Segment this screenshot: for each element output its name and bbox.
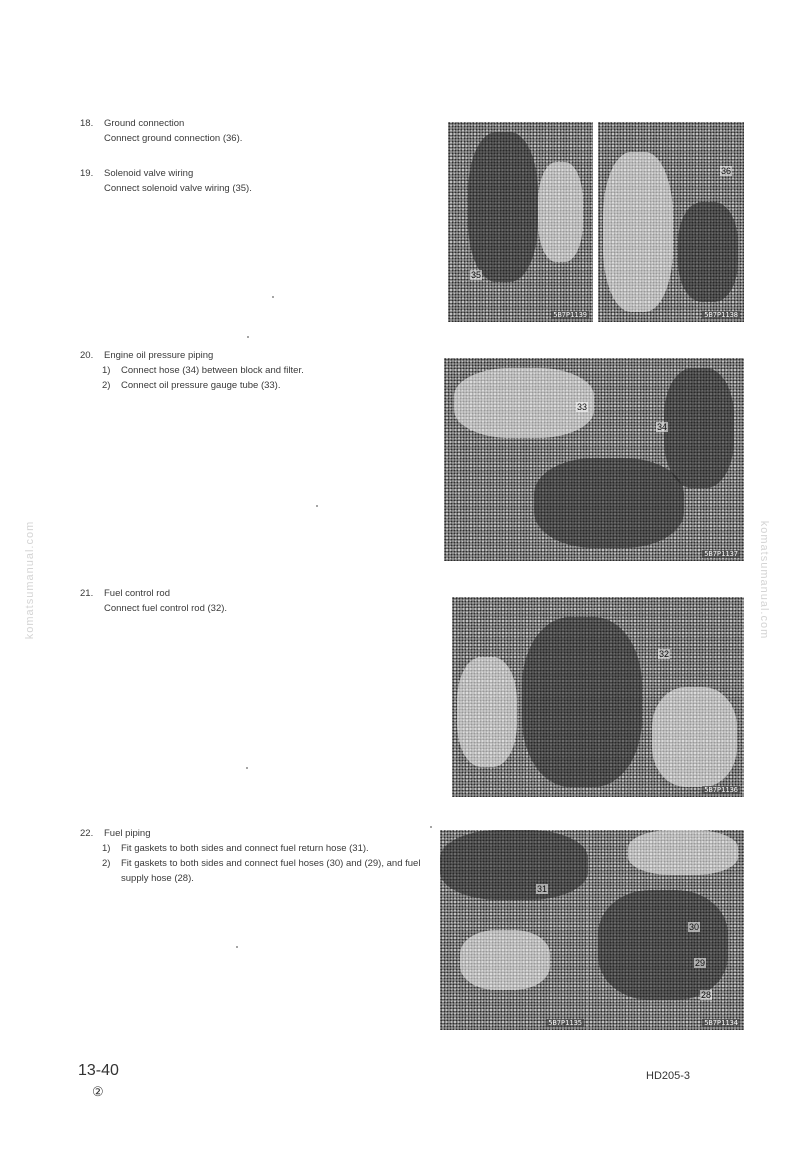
photo-code: 5B7P1139 bbox=[553, 311, 587, 319]
callout-label: 36 bbox=[721, 166, 732, 176]
step-number: 18. bbox=[80, 118, 94, 129]
substep bbox=[80, 856, 430, 886]
step-title: Solenoid valve wiring bbox=[104, 168, 194, 179]
photo-ground-connection bbox=[598, 122, 744, 322]
step-title: Ground connection bbox=[104, 118, 185, 129]
substep-number: 1) bbox=[102, 843, 111, 854]
substep-text: Fit gaskets to both sides and connect fuel hoses (30) and (29), and fuel supply hose (28). bbox=[121, 858, 421, 884]
revision-mark: ② bbox=[92, 1084, 104, 1099]
photo-engine-oil-pressure-piping bbox=[444, 358, 744, 561]
step-19 bbox=[80, 166, 430, 196]
step-text: Connect ground connection (36). bbox=[104, 133, 243, 144]
photo-shadow bbox=[664, 368, 734, 488]
photo-highlight bbox=[538, 162, 583, 262]
substep-number: 1) bbox=[102, 365, 111, 376]
photo-code: 5B7P1135 bbox=[548, 1019, 582, 1027]
photo-solenoid-valve-wiring bbox=[448, 122, 593, 322]
photo-shadow bbox=[598, 890, 728, 1000]
photo-shadow bbox=[440, 830, 588, 900]
scan-speck bbox=[247, 336, 249, 338]
step-title: Fuel piping bbox=[104, 828, 151, 839]
watermark-left: komatsumanual.com bbox=[24, 520, 36, 640]
substep-number: 2) bbox=[102, 380, 111, 391]
photo-highlight bbox=[460, 930, 550, 990]
photo-code: 5B7P1136 bbox=[704, 786, 738, 794]
callout-label: 28 bbox=[701, 990, 712, 1000]
callout-label: 35 bbox=[471, 270, 482, 280]
photo-fuel-hoses bbox=[588, 830, 744, 1030]
scan-speck bbox=[272, 296, 274, 298]
scan-speck bbox=[430, 826, 432, 828]
scan-speck bbox=[236, 946, 238, 948]
scan-speck bbox=[246, 767, 248, 769]
photo-code: 5B7P1137 bbox=[704, 550, 738, 558]
substep-text: Connect oil pressure gauge tube (33). bbox=[121, 380, 281, 391]
photo-highlight bbox=[457, 657, 517, 767]
photo-fuel-return-hose bbox=[440, 830, 588, 1030]
photo-highlight bbox=[652, 687, 737, 787]
step-title: Engine oil pressure piping bbox=[104, 350, 214, 361]
photo-code: 5B7P1138 bbox=[704, 311, 738, 319]
step-21 bbox=[80, 586, 430, 616]
substep bbox=[80, 363, 430, 378]
step-number: 21. bbox=[80, 588, 94, 599]
substep bbox=[80, 378, 430, 393]
photo-fuel-control-rod bbox=[452, 597, 744, 797]
photo-highlight bbox=[454, 368, 594, 438]
step-text: Connect fuel control rod (32). bbox=[104, 603, 228, 614]
step-number: 22. bbox=[80, 828, 94, 839]
photo-highlight bbox=[603, 152, 673, 312]
substep-text: Fit gaskets to both sides and connect fuel return hose (31). bbox=[121, 843, 369, 854]
callout-label: 34 bbox=[657, 422, 668, 432]
step-number: 20. bbox=[80, 350, 94, 361]
step-20 bbox=[80, 348, 430, 393]
callout-label: 29 bbox=[695, 958, 706, 968]
step-title: Fuel control rod bbox=[104, 588, 171, 599]
model-number: HD205-3 bbox=[646, 1070, 691, 1082]
photo-shadow bbox=[468, 132, 538, 282]
watermark-right: komatsumanual.com bbox=[758, 520, 770, 640]
substep-number: 2) bbox=[102, 858, 111, 869]
step-text: Connect solenoid valve wiring (35). bbox=[104, 183, 252, 194]
photo-shadow bbox=[522, 617, 642, 787]
callout-label: 32 bbox=[659, 649, 670, 659]
photo-shadow bbox=[678, 202, 738, 302]
substep-text: Connect hose (34) between block and filter. bbox=[121, 365, 304, 376]
callout-label: 30 bbox=[689, 922, 700, 932]
photo-shadow bbox=[534, 458, 684, 548]
step-number: 19. bbox=[80, 168, 94, 179]
callout-label: 31 bbox=[537, 884, 548, 894]
page-number: 13-40 bbox=[78, 1062, 119, 1079]
photo-code: 5B7P1134 bbox=[704, 1019, 738, 1027]
scan-speck bbox=[316, 505, 318, 507]
substep bbox=[80, 841, 430, 856]
callout-label: 33 bbox=[577, 402, 588, 412]
step-18 bbox=[80, 116, 430, 146]
step-22 bbox=[80, 826, 430, 886]
photo-highlight bbox=[628, 830, 738, 875]
